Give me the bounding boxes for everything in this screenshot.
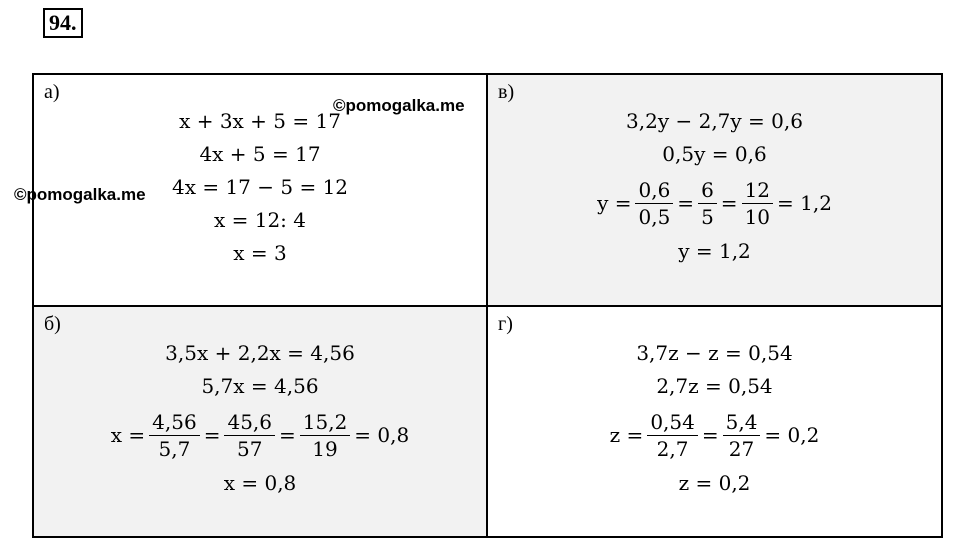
fraction-numerator: 12 [742, 177, 773, 204]
fraction [698, 177, 717, 230]
equation-line: z = 0,2 [678, 471, 751, 495]
equation-line: 4x + 5 = 17 [199, 142, 321, 166]
cell-g-solution [488, 337, 941, 500]
fraction-numerator: 6 [698, 177, 717, 204]
equation-line: 2,7z = 0,54 [656, 374, 773, 398]
task-number: 94. [43, 8, 83, 38]
fraction-numerator: 4,56 [149, 409, 200, 436]
equation-line: 5,7x = 4,56 [201, 374, 319, 398]
fraction-denominator: 10 [744, 204, 771, 229]
equation-line: x = 3 [233, 241, 287, 265]
cell-a-label: а) [44, 81, 60, 103]
equals-sign: = [279, 422, 296, 447]
equation-line: 4x = 17 − 5 = 12 [171, 175, 349, 199]
cell-v-solution [488, 105, 941, 268]
fraction-result: = 0,2 [764, 422, 820, 447]
fraction [647, 409, 698, 462]
fraction-denominator: 57 [237, 436, 263, 461]
cell-b [34, 307, 488, 536]
cell-b-label: б) [44, 313, 61, 335]
fraction-numerator: 15,2 [300, 409, 351, 436]
watermark: ©pomogalka.me [14, 185, 146, 204]
fraction-numerator: 0,54 [647, 409, 698, 436]
fraction [723, 409, 761, 462]
equals-sign: = [701, 422, 719, 447]
equals-sign: = [720, 190, 738, 215]
fraction [635, 177, 673, 230]
cell-v-label: в) [498, 81, 515, 103]
equals-sign: = [203, 422, 221, 447]
fraction-lhs: x = [110, 422, 146, 447]
fraction-numerator: 5,4 [723, 409, 761, 436]
fraction-denominator: 19 [312, 436, 338, 461]
fraction-denominator: 27 [728, 436, 755, 461]
fraction-denominator: 5 [701, 204, 714, 229]
fraction-result: = 0,8 [354, 422, 410, 447]
fraction-denominator: 5,7 [158, 436, 191, 461]
equation-line: x = 0,8 [223, 471, 297, 495]
watermark: ©pomogalka.me [333, 96, 465, 115]
fraction [149, 409, 200, 462]
fraction-equation-line [597, 171, 832, 235]
equals-sign: = [677, 190, 695, 215]
fraction-lhs: z = [609, 422, 644, 447]
fraction [224, 409, 275, 462]
cell-v [488, 75, 941, 307]
fraction-equation-line [111, 403, 409, 467]
equation-line: 0,5y = 0,6 [662, 142, 767, 166]
fraction-numerator: 0,6 [635, 177, 673, 204]
fraction-numerator: 45,6 [224, 409, 275, 436]
fraction-equation-line [610, 403, 820, 467]
fraction-denominator: 0,5 [638, 204, 671, 229]
equation-line: 3,7z − z = 0,54 [636, 341, 793, 365]
fraction [300, 409, 351, 462]
cell-g-label: г) [498, 313, 513, 335]
cell-b-solution [34, 337, 486, 500]
fraction-lhs: y = [597, 190, 632, 215]
fraction [742, 177, 773, 230]
equation-line: x + 3x + 5 = 17 [179, 109, 341, 133]
fraction-denominator: 2,7 [656, 436, 689, 461]
cell-g [488, 307, 941, 536]
equation-line: 3,5x + 2,2x = 4,56 [165, 341, 355, 365]
equation-line: x = 12: 4 [213, 208, 307, 232]
solutions-table [32, 73, 943, 538]
fraction-result: = 1,2 [777, 190, 832, 215]
equation-line: 3,2y − 2,7y = 0,6 [626, 109, 803, 133]
equation-line: y = 1,2 [678, 239, 751, 263]
